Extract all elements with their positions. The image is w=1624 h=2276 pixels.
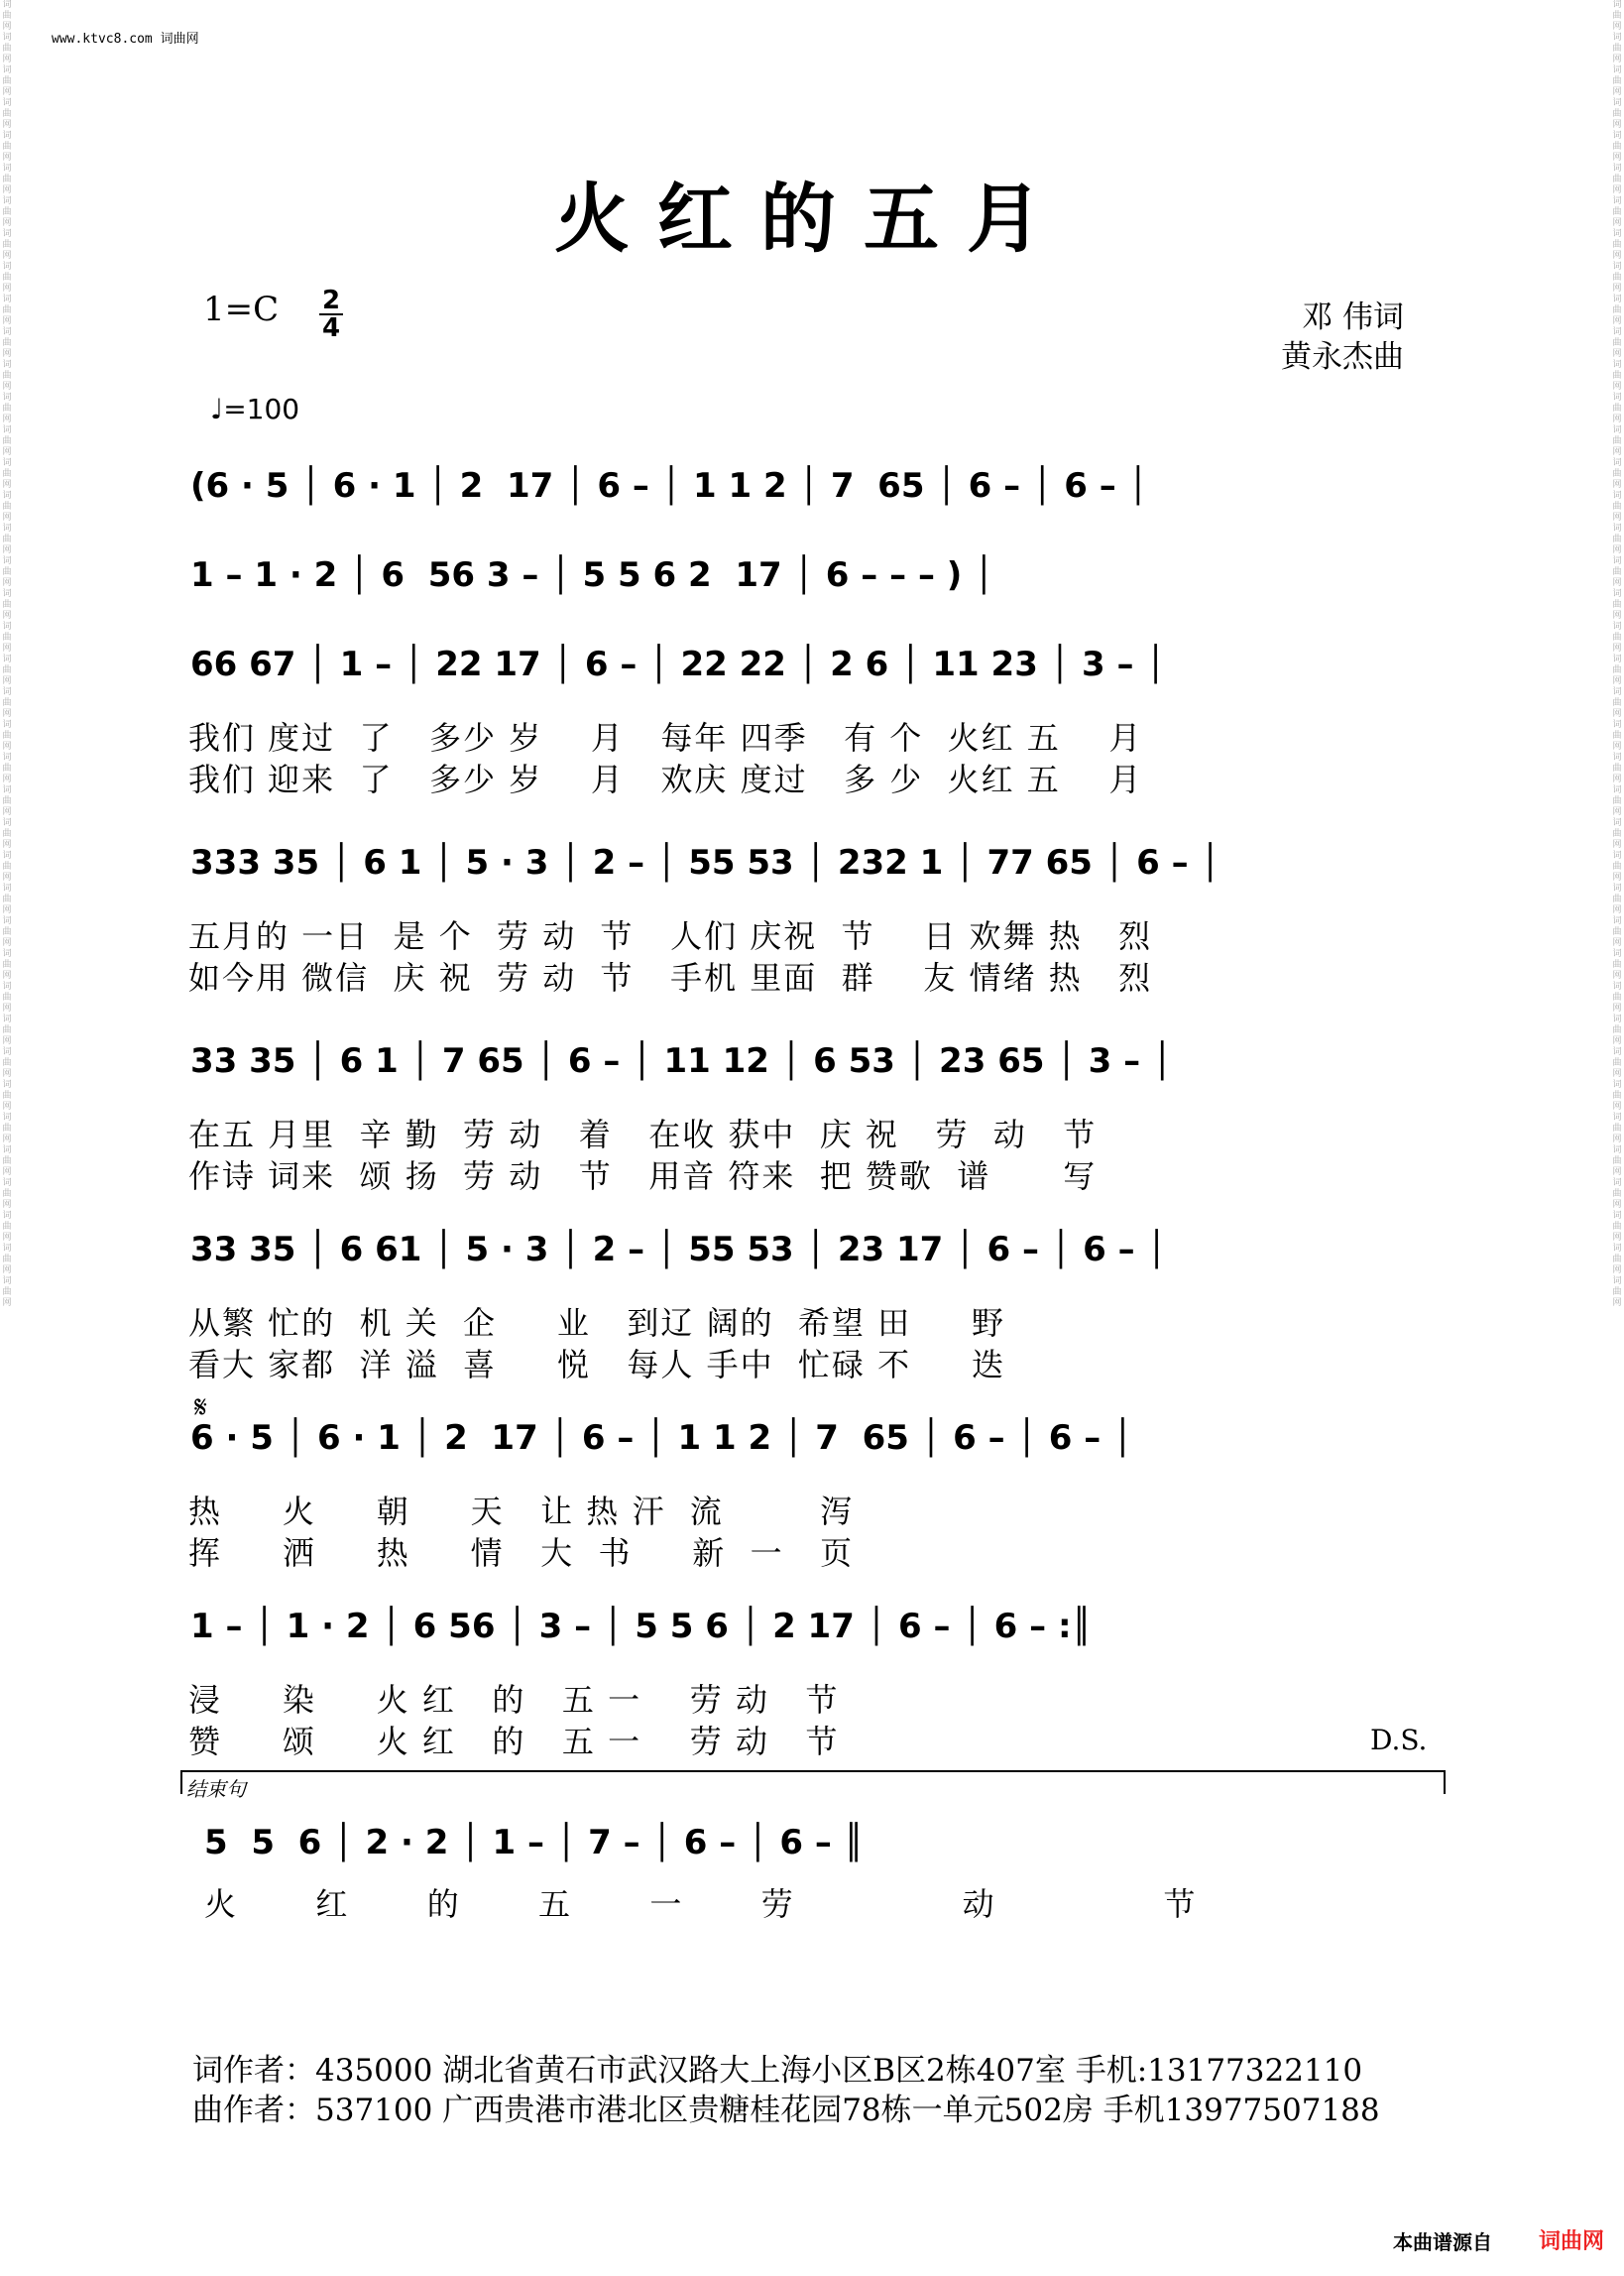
coda-notes-text: 5 5 6 │ 2 · 2 │ 1 – │ 7 – │ 6 – │ 6 – ║ [204, 1823, 865, 1862]
footer-brand[interactable]: 词曲网 [1539, 2229, 1605, 2254]
lyric-line: 五月的 一日 是 个 劳 动 节 人们 庆祝 节 日 欢舞 热 烈 [188, 917, 1153, 955]
site-url[interactable]: www.ktvc8.com 词曲网 [52, 32, 199, 47]
segno-sign: 𝄋 [194, 1390, 207, 1425]
notation-text: 1 – 1 · 2 │ 6 56 3 – │ 5 5 6 2 17 │ 6 – – – ) │ [190, 555, 994, 595]
lyric-line: 如今用 微信 庆 祝 劳 动 节 手机 里面 群 友 情绪 热 烈 [188, 959, 1153, 997]
time-bottom: 4 [321, 313, 341, 343]
lyric-line: 作诗 词来 颂 扬 劳 动 节 用音 符来 把 赞歌 谱 写 [188, 1157, 1098, 1195]
notation-text: 33 35 │ 6 61 │ 5 · 3 │ 2 – │ 55 53 │ 23 17 │ 6 – │ 6 – │ [190, 1230, 1167, 1269]
lyric-line: 赞 颂 火 红 的 五 一 劳 动 节 [188, 1723, 840, 1760]
notation-text: (6 · 5 │ 6 · 1 │ 2 17 │ 6 – │ 1 1 2 │ 7 65 │ 6 – │ 6 – │ [190, 466, 1149, 506]
lyric-line: 我们 迎来 了 多少 岁 月 欢庆 度过 多 少 火红 五 月 [188, 761, 1143, 798]
lyric-line: 在五 月里 辛 勤 劳 动 着 在收 获中 庆 祝 劳 动 节 [188, 1116, 1098, 1153]
lyricist-contact: 词作者：435000 湖北省黄石市武汉路大上海小区B区2栋407室 手机:13177322110 [192, 2053, 1363, 2089]
score-line [190, 466, 1438, 506]
score-line [190, 645, 1438, 799]
coda-lyrics: 火 红 的 五 一 劳 动 节 [204, 1885, 1216, 1923]
lyric-line: 浸 染 火 红 的 五 一 劳 动 节 [188, 1681, 840, 1719]
time-top: 2 [319, 288, 343, 315]
score-line [190, 843, 1438, 998]
lyric-line: 看大 家都 洋 溢 喜 悦 每人 手中 忙碌 不 迭 [188, 1346, 1005, 1383]
tempo-mark: ♩=100 [210, 393, 300, 425]
score-line [190, 555, 1438, 595]
time-signature [319, 288, 343, 341]
notation-text: 66 67 │ 1 – │ 22 17 │ 6 – │ 22 22 │ 2 6 │ 11 23 │ 3 – │ [190, 645, 1166, 684]
score-line [190, 1418, 1438, 1573]
footer-note: 本曲谱源自 [1393, 2230, 1492, 2254]
lyric-line: 我们 度过 了 多少 岁 月 每年 四季 有 个 火红 五 月 [188, 719, 1143, 757]
lyricist: 邓 伟词 [1302, 299, 1404, 335]
coda-label: 结束句 [186, 1777, 246, 1801]
coda-bracket [180, 1770, 1446, 1794]
lyric-line: 从繁 忙的 机 关 企 业 到辽 阔的 希望 田 野 [188, 1304, 1005, 1342]
notation-text: 1 – │ 1 · 2 │ 6 56 │ 3 – │ 5 5 6 │ 2 17 │ 6 – │ 6 – :║ [190, 1607, 1093, 1646]
notation-text: 6 · 5 │ 6 · 1 │ 2 17 │ 6 – │ 1 1 2 │ 7 65 │ 6 – │ 6 – │ [190, 1418, 1133, 1458]
right-watermark-strip: 词曲网词曲网词曲网词曲网词曲网词曲网词曲网词曲网词曲网词曲网词曲网词曲网词曲网词曲网词曲网词曲网词曲网词曲网词曲网词曲网词曲网词曲网词曲网词曲网词曲网词曲网词曲网词曲网词曲网词曲网词曲网词曲网词曲网词曲网词曲网词曲网词曲网词曲网词曲网词曲网 [1612, 0, 1622, 1308]
score-line [190, 1230, 1438, 1384]
composer-contact: 曲作者：537100 广西贵港市港北区贵糖桂花园78栋一单元502房 手机13977507188 [192, 2093, 1380, 2128]
credits [1281, 298, 1404, 377]
notation-text: 333 35 │ 6 1 │ 5 · 3 │ 2 – │ 55 53 │ 232 1 │ 77 65 │ 6 – │ [190, 843, 1220, 883]
score-line [190, 1607, 1438, 1761]
song-title: 火红的五月 [554, 175, 1070, 263]
notation-text: 33 35 │ 6 1 │ 7 65 │ 6 – │ 11 12 │ 6 53 │ 23 65 │ 3 – │ [190, 1041, 1173, 1081]
lyric-line: 挥 洒 热 情 大 书 新 一 页 [188, 1534, 855, 1572]
ds-mark: D.S. [1370, 1724, 1428, 1756]
lyric-line: 热 火 朝 天 让 热 汗 流 泻 [188, 1493, 855, 1530]
composer: 黄永杰曲 [1281, 339, 1404, 375]
coda-notes [204, 1823, 864, 1862]
key-signature: 1=C [203, 290, 280, 329]
left-watermark-strip: 词曲网词曲网词曲网词曲网词曲网词曲网词曲网词曲网词曲网词曲网词曲网词曲网词曲网词曲网词曲网词曲网词曲网词曲网词曲网词曲网词曲网词曲网词曲网词曲网词曲网词曲网词曲网词曲网词曲网词曲网词曲网词曲网词曲网词曲网词曲网词曲网词曲网词曲网词曲网词曲网 [2, 0, 12, 1308]
score-line [190, 1041, 1438, 1196]
